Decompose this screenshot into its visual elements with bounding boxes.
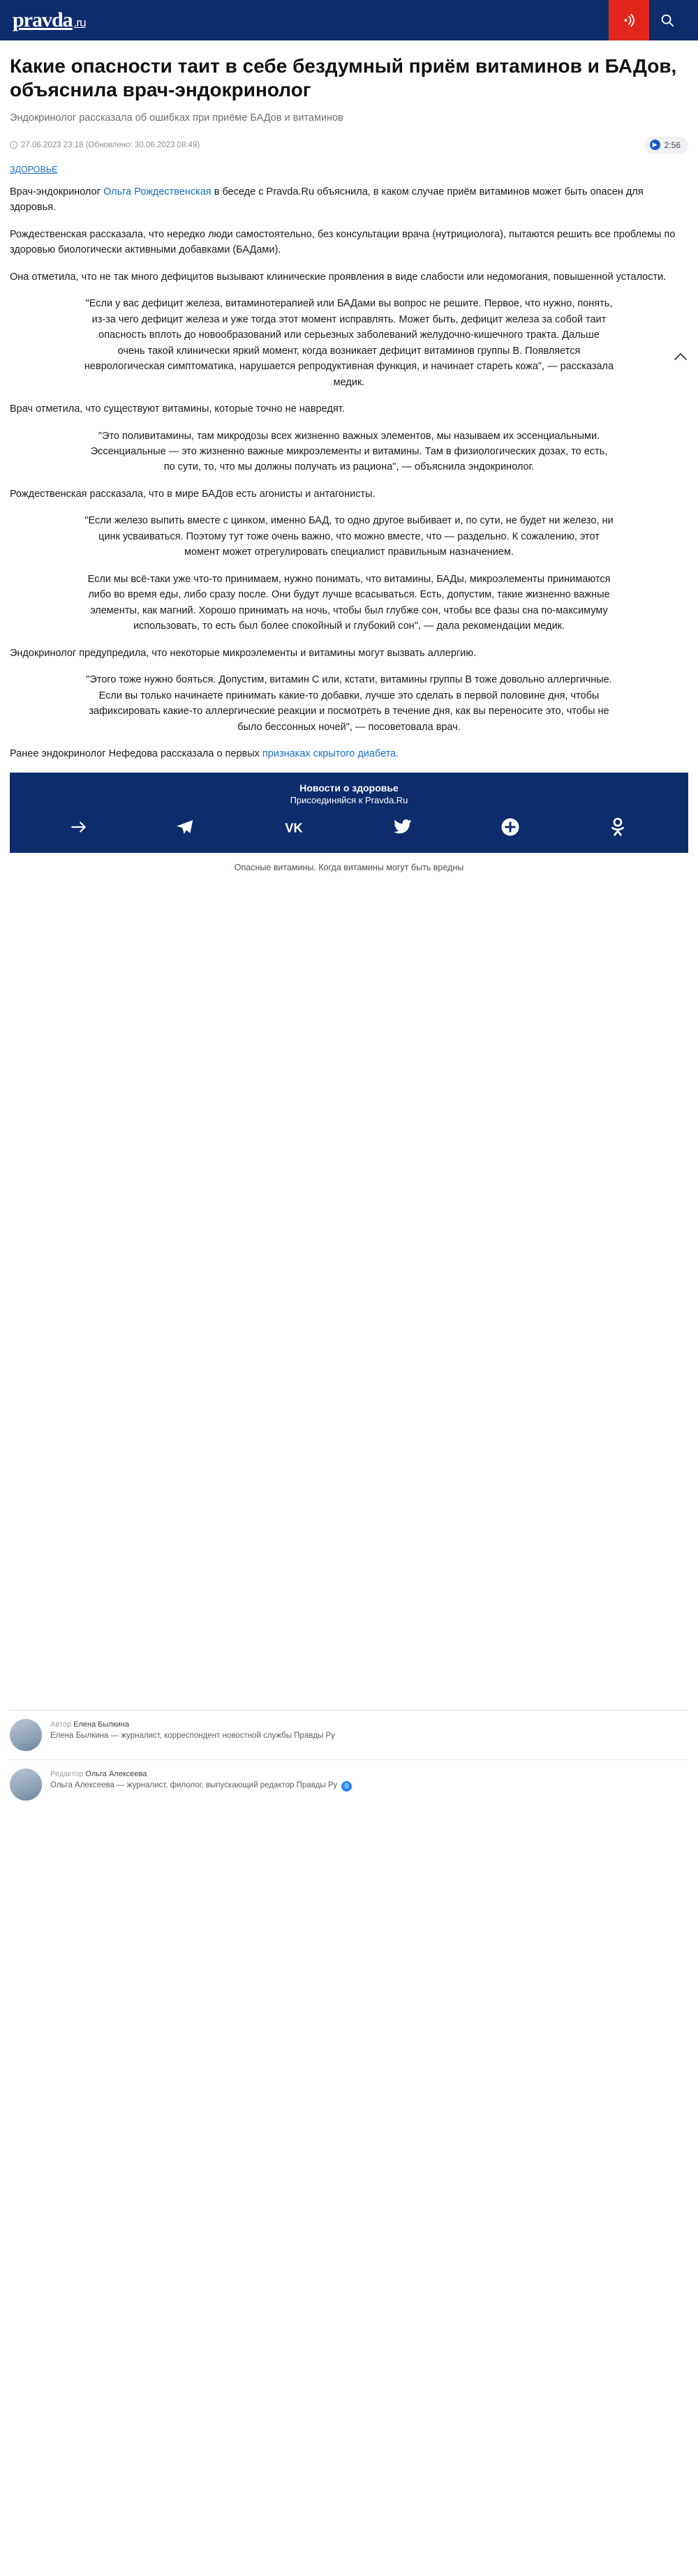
twitter-icon[interactable] <box>392 817 413 837</box>
rubric-link[interactable]: ЗДОРОВЬЕ <box>10 164 58 174</box>
author-meta <box>50 1769 352 1792</box>
clock-icon <box>10 141 17 149</box>
text-run: "Это поливитамины, там микродозы всех жизненно важных элементов, мы называем их эссенциальными. Эссенциальные — это жизненно важные микроэлементы и витамины. Там в физиологических дозах, то есть, по сути, то, что мы должны получать из рациона", — объяснила эндокринолог. <box>90 430 608 473</box>
editor-role <box>50 1770 352 1778</box>
page-title: Какие опасности таит в себе бездумный приём витаминов и БАДов, объяснила врач-эндокринолог <box>10 55 677 101</box>
svg-text:VK: VK <box>285 821 303 835</box>
broadcast-icon <box>621 13 637 28</box>
article-text <box>10 184 688 762</box>
social-icon-list <box>10 815 688 839</box>
header-actions <box>609 0 685 40</box>
odnoklassniki-icon[interactable] <box>607 817 628 837</box>
scroll-to-top-button[interactable] <box>670 346 691 367</box>
text-run: Рождественская рассказала, что нередко люди самостоятельно, без консультации врача (нутрициолога), пытаются решить все проблемы по здоровью биологически активными добавками (БАДами). <box>10 228 676 256</box>
speaker-icon: ▶ <box>650 140 660 150</box>
author-description <box>50 1731 335 1742</box>
avatar <box>10 1719 42 1751</box>
telegram-icon[interactable] <box>174 817 195 837</box>
vk-icon[interactable] <box>282 815 306 839</box>
article-quote <box>84 296 614 390</box>
text-run: Эндокринолог предупредила, что некоторые микроэлементы и витамины могут вызвать аллергию. <box>10 647 477 659</box>
text-run: "Если у вас дефицит железа, витаминотерапией или БАДами вы вопрос не решите. Первое, что нужно, понять, из-за чего дефицит железа и уже тогда этот момент исправлять. Может быть, дефицит железа за собой таит опасность вплоть до новообразований или серьезных заболеваний желудочно-кишечного тракта. Дальше очень такой клинически яркий момент, когда возникает дефицит витаминов группы В. Появляется неврологическая симптоматика, нарушается репродуктивная функция, и начинает стареть кожа", — рассказала медик. <box>84 298 614 388</box>
article-meta <box>10 137 688 154</box>
inline-link[interactable]: признаках скрытого диабета. <box>262 748 399 759</box>
text-run: Врач-эндокринолог <box>10 186 104 198</box>
article-quote <box>84 429 614 475</box>
article-paragraph <box>10 401 688 417</box>
text-run: Рождественская рассказала, что в мире БАДов есть агонисты и антагонисты. <box>10 488 376 500</box>
text-run: Ранее эндокринолог Нефедова рассказала о первых <box>10 748 262 759</box>
audio-player-button[interactable] <box>644 137 688 154</box>
article-quote <box>84 572 614 634</box>
text-run: Врач отметила, что существуют витамины, которые точно не навредят. <box>10 403 345 415</box>
author-row <box>10 1710 688 1759</box>
search-icon <box>660 13 675 28</box>
editor-name[interactable]: Ольга Алексеева <box>85 1770 147 1779</box>
authors-block <box>0 1710 698 1809</box>
social-subscribe-block <box>10 773 688 853</box>
chevron-up-icon <box>674 352 687 361</box>
social-title: Новости о здоровье <box>299 782 399 794</box>
author-role-label: Автор <box>50 1720 72 1729</box>
avatar <box>10 1769 42 1801</box>
text-run: Она отметила, что не так много дефицитов вызывают клинические проявления в виде слабости или недомогания, повышенной усталости. <box>10 271 667 283</box>
article-paragraph <box>10 486 688 502</box>
author-description-text: Елена Былкина — журналист, корреспондент новостной службы Правды Ру <box>50 1732 335 1741</box>
site-header <box>0 0 698 40</box>
broadcast-button[interactable] <box>609 0 649 40</box>
article-quote <box>84 672 614 735</box>
text-run: Если мы всё-таки уже что-то принимаем, нужно понимать, что витамины, БАДы, микроэлементы принимаются либо во время еды, либо сразу после. Они будут лучше всасываться. Есть, допустим, такие жизненно важные элементы, как магний. Хорошо принимать на ночь, чтобы был глубже сон, чтобы все фазы сна по-максимуму использовать, то есть был более спокойный и глубокий сон", — дала рекомендации медик. <box>87 573 611 632</box>
image-caption: Опасные витамины. Когда витамины могут быть вредны <box>234 863 464 873</box>
editor-description-text: Ольга Алексеева — журналист, филолог, выпускающий редактор Правды Ру <box>50 1781 338 1790</box>
vk-icon[interactable]: B <box>341 1781 352 1792</box>
content-spacer <box>0 872 698 1710</box>
site-logo[interactable] <box>13 8 86 32</box>
author-meta <box>50 1719 335 1742</box>
article-quote <box>84 513 614 560</box>
publish-date-text: 27.06.2023 23:18 (Обновлено: 30.06.2023 08:49) <box>21 140 200 149</box>
article-subtitle: Эндокринолог рассказала об ошибках при приёме БАДов и витаминов <box>10 112 343 124</box>
article-paragraph <box>10 227 688 258</box>
text-run: "Этого тоже нужно бояться. Допустим, витамин С или, кстати, витамины группы В тоже довольно аллергичные. Если вы только начинаете принимать какие-то добавки, лучше это сделать в первой половине дня, чтобы зафиксировать какие-то аллергические реакции и посмотреть в течение дня, как вы переносите это, чтобы не было бессонных ночей", — посоветовала врач. <box>86 674 612 733</box>
logo-suffix: .ru <box>73 16 86 29</box>
author-role <box>50 1720 335 1729</box>
inline-link[interactable]: Ольга Рождественская <box>103 186 211 198</box>
table-row <box>10 1759 688 1809</box>
text-run: в беседе с Pravda.Ru объяснила, в каком случае приём витаминов может быть опасен для здоровья. <box>10 186 644 214</box>
article-paragraph <box>10 746 688 761</box>
plus-circle-icon[interactable] <box>500 817 521 837</box>
audio-duration: 2:56 <box>664 140 681 150</box>
social-subtitle: Присоединяйся к Pravda.Ru <box>290 795 408 806</box>
article-body <box>0 40 698 761</box>
logo-text: pravda <box>13 8 73 31</box>
editor-role-label: Редактор <box>50 1770 84 1779</box>
article-paragraph <box>10 269 688 285</box>
arrow-right-icon[interactable] <box>70 818 88 836</box>
text-run: "Если железо выпить вместе с цинком, именно БАД, то одно другое выбивает и, по сути, не будет ни железо, ни цинк усваиваться. Поэтому тут тоже очень важно, что можно вместе, что — раздельно. К сожалению, этот момент может отрегулировать специалист правильным назначением. <box>84 515 614 558</box>
editor-description <box>50 1780 352 1792</box>
author-name[interactable]: Елена Былкина <box>73 1720 129 1729</box>
article-paragraph <box>10 646 688 661</box>
publish-date <box>10 141 200 149</box>
search-button[interactable] <box>649 0 685 40</box>
article-paragraph <box>10 184 688 216</box>
